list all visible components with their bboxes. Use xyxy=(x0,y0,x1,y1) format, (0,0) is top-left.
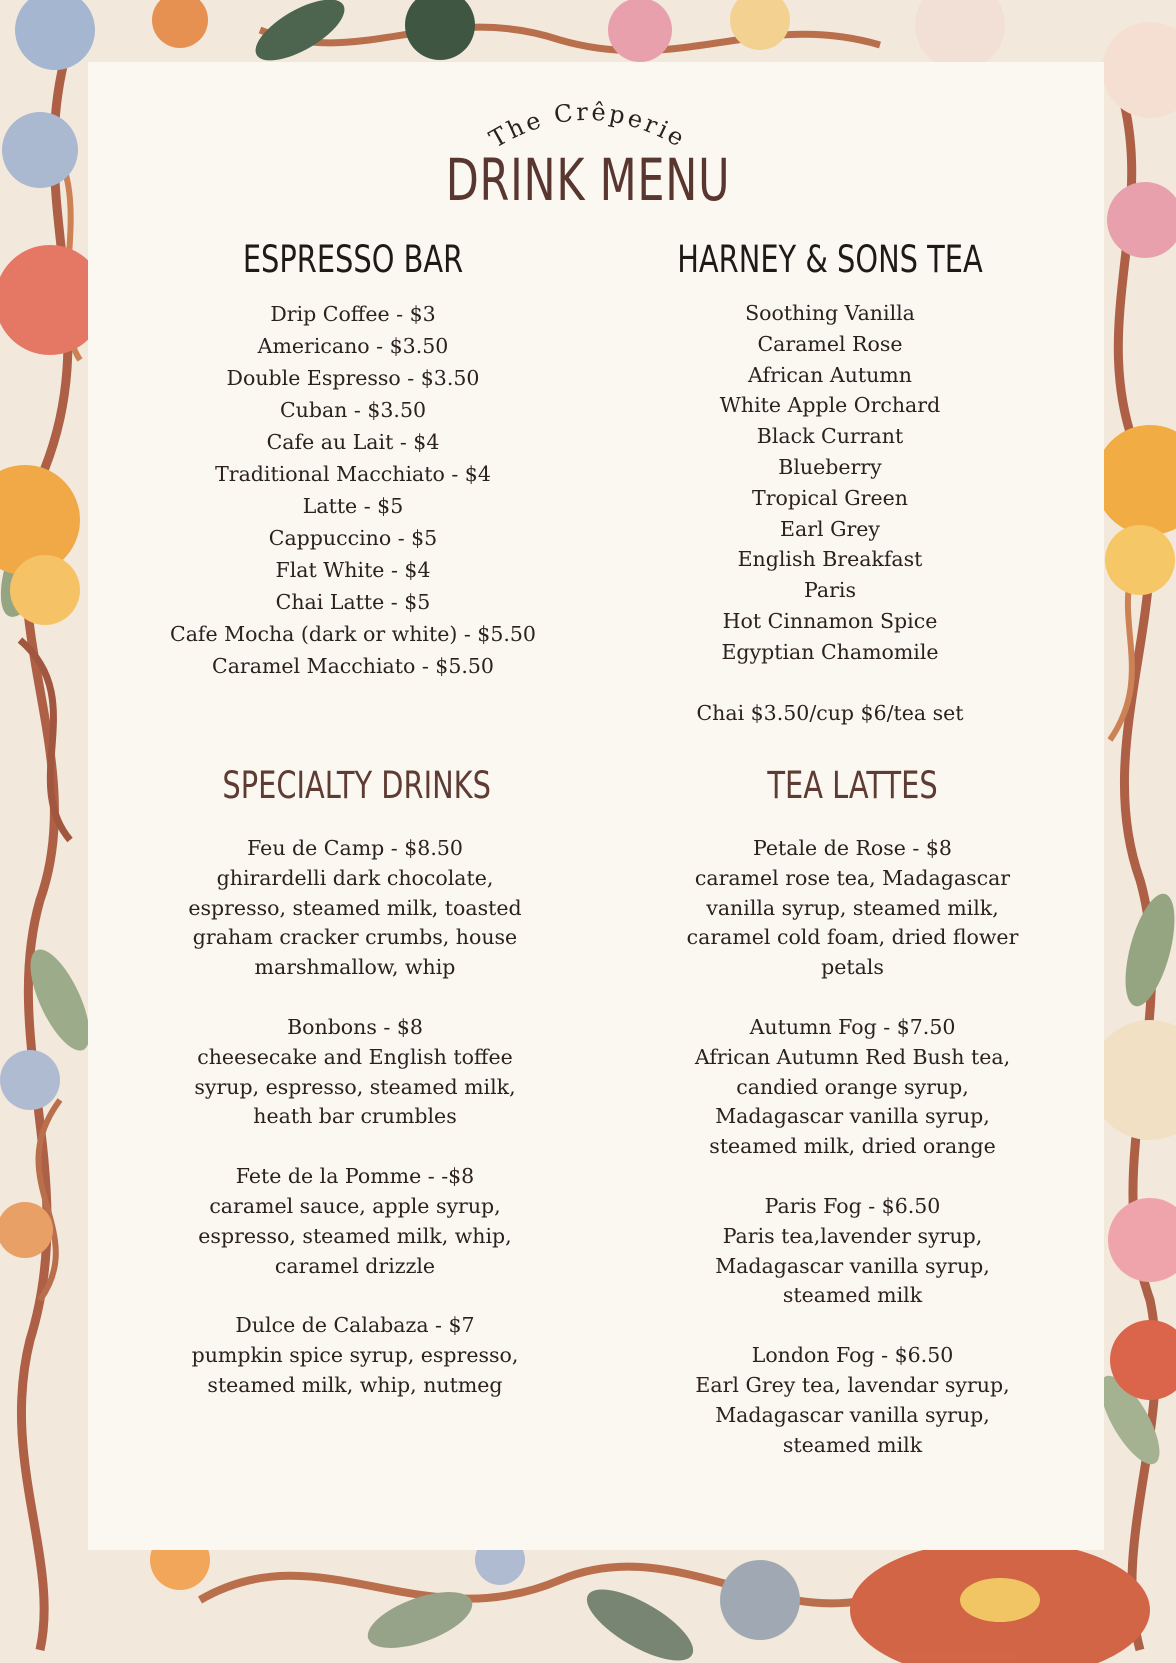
drink-name: Dulce de Calabaza - $7 xyxy=(235,1313,475,1338)
menu-item: Hot Cinnamon Spice xyxy=(722,608,938,633)
espresso-bar-list xyxy=(153,298,553,682)
drink-name: Bonbons - $8 xyxy=(287,1014,423,1039)
drink-name: Autumn Fog - $7.50 xyxy=(749,1014,956,1039)
brand-name: The Crêperie xyxy=(484,97,692,154)
tea-lattes-section xyxy=(675,764,1030,1490)
menu-item: Latte - $5 xyxy=(302,494,404,518)
drink-item xyxy=(185,1311,525,1400)
specialty-drinks-heading: SPECIALTY DRINKS xyxy=(222,764,491,807)
menu-item: Drip Coffee - $3 xyxy=(270,302,436,326)
menu-item: African Autumn xyxy=(748,362,912,387)
page-title: DRINK MENU xyxy=(445,146,731,214)
drink-description: Paris tea,lavender syrup, Madagascar vanilla syrup, steamed milk xyxy=(715,1223,990,1308)
drink-name: London Fog - $6.50 xyxy=(751,1343,954,1368)
menu-item: Traditional Macchiato - $4 xyxy=(215,462,491,486)
tea-list xyxy=(630,298,1030,668)
menu-item: Black Currant xyxy=(756,424,904,449)
menu-item: Caramel Macchiato - $5.50 xyxy=(212,654,494,678)
tea-lattes-heading: TEA LATTES xyxy=(767,764,938,807)
drink-description: African Autumn Red Bush tea, candied orange syrup, Madagascar vanilla syrup, steamed milk, dried orange xyxy=(694,1044,1011,1159)
espresso-bar-heading: ESPRESSO BAR xyxy=(242,238,464,281)
menu-item: Cafe au Lait - $4 xyxy=(266,430,440,454)
espresso-bar-section xyxy=(153,238,553,682)
drink-description: cheesecake and English toffee syrup, espresso, steamed milk, heath bar crumbles xyxy=(194,1044,516,1129)
menu-item: Earl Grey xyxy=(780,516,880,541)
drink-item xyxy=(185,1162,525,1281)
menu-item: Chai Latte - $5 xyxy=(275,590,431,614)
menu-item: Americano - $3.50 xyxy=(257,334,449,358)
drink-name: Paris Fog - $6.50 xyxy=(764,1193,941,1218)
chai-price-note: Chai $3.50/cup $6/tea set xyxy=(696,700,964,725)
menu-item: English Breakfast xyxy=(737,547,923,572)
drink-item xyxy=(675,1013,1030,1162)
drink-description: pumpkin spice syrup, espresso, steamed milk, whip, nutmeg xyxy=(191,1343,519,1397)
menu-item: Flat White - $4 xyxy=(275,558,431,582)
menu-item: Egyptian Chamomile xyxy=(721,639,939,664)
harney-sons-tea-section xyxy=(630,238,1030,728)
menu-item: Cafe Mocha (dark or white) - $5.50 xyxy=(170,622,536,646)
drink-name: Fete de la Pomme - -$8 xyxy=(235,1164,475,1189)
drink-item xyxy=(675,1192,1030,1311)
drink-item xyxy=(185,834,525,983)
drink-description: caramel sauce, apple syrup, espresso, steamed milk, whip, caramel drizzle xyxy=(198,1193,512,1278)
drink-item xyxy=(675,834,1030,983)
harney-sons-tea-heading: HARNEY & SONS TEA xyxy=(677,238,983,281)
drink-name: Petale de Rose - $8 xyxy=(753,836,952,860)
menu-item: Blueberry xyxy=(778,454,882,479)
menu-item: Double Espresso - $3.50 xyxy=(226,366,480,390)
menu-item: Tropical Green xyxy=(752,485,908,510)
drink-item xyxy=(185,1013,525,1132)
menu-item: Paris xyxy=(804,578,856,603)
menu-item: Soothing Vanilla xyxy=(745,301,915,325)
menu-item: Cappuccino - $5 xyxy=(268,526,438,550)
menu-item: Cuban - $3.50 xyxy=(279,398,427,422)
drink-item xyxy=(675,1341,1030,1460)
menu-item: White Apple Orchard xyxy=(719,393,941,418)
drink-description: Earl Grey tea, lavendar syrup, Madagascar vanilla syrup, steamed milk xyxy=(695,1372,1010,1457)
specialty-drinks-section xyxy=(185,764,525,1431)
drink-description: ghirardelli dark chocolate, espresso, steamed milk, toasted graham cracker crumbs, house marshmallow, whip xyxy=(188,865,522,980)
drink-name: Feu de Camp - $8.50 xyxy=(247,836,463,860)
drink-description: caramel rose tea, Madagascar vanilla syrup, steamed milk, caramel cold foam, dried flower petals xyxy=(686,865,1019,980)
menu-item: Caramel Rose xyxy=(757,331,903,356)
